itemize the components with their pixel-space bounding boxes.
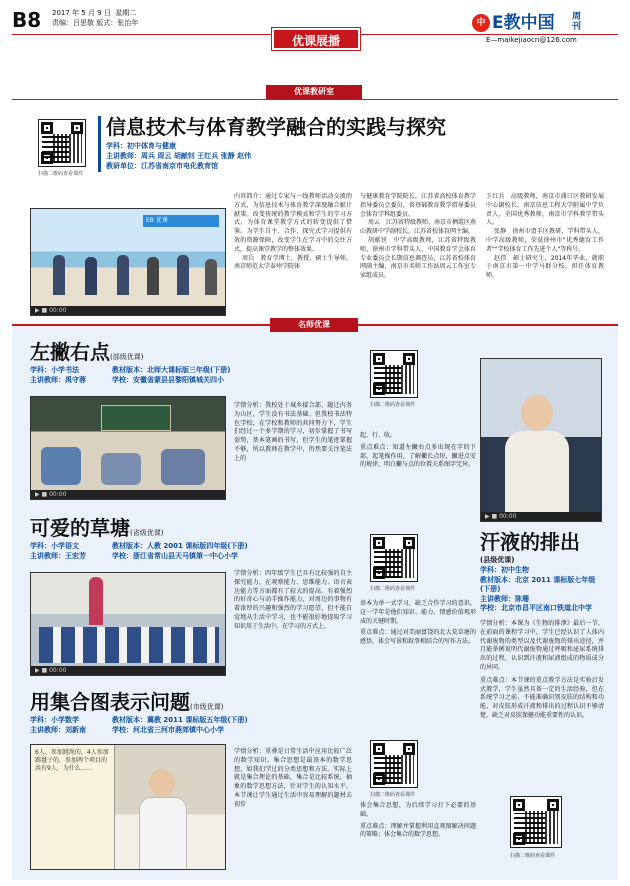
lesson4-qr-caption: 扫描二维码查看课件 xyxy=(510,853,556,859)
lesson1-teacher: 主讲教师：禹守蓉 xyxy=(30,376,86,384)
section-banner: 优课展播 xyxy=(272,28,360,50)
blackboard xyxy=(101,405,171,431)
lesson4-title: 汗液的排出 xyxy=(480,530,580,554)
lesson3-qr-caption: 扫描二维码查看课件 xyxy=(370,792,416,798)
lesson3-school: 学校：河北省三河市燕郊镇中心小学 xyxy=(112,726,224,734)
slide-board: 6人、参加跳绳的，4人参加踢毽子的，参加两个项目的共有9人，为什么…… xyxy=(31,745,115,870)
person-figure xyxy=(177,255,189,295)
research-lecturers: 主讲教师：周兵 周云 胡献钊 王红兵 张静 赵伟 xyxy=(106,152,252,160)
research-col2: 与健康教育学院院长，江苏省高校体育教学指导委员会委员，省基础教育教学指导委员会体育学科组委员。 周云 江苏省特级教师，南京市栖霞区燕山教研中学副校长，江苏省校体育网主编。 胡献钊 中学高级教师，江苏省特级教师，徐州市学科带头人，中国教育学会体育专业委员会长期信息调查员，江苏省校体育网副主编，南京市名师工作站周云工作室专家组成员。 xyxy=(360,193,477,280)
lesson3-col1: 学情分析：重叠是日常生活中应用比较广泛的数学知识。集合思想是最基本的数学思想，如我们学过的分类思想和方法。实际上就是集合理论的基础，集合是比较系统、抽象的数学思想方法，针对学生的认知水平，本节课让学生通过生活中容易理解的题材去初步 xyxy=(234,748,352,808)
teacher-figure xyxy=(505,431,569,515)
lesson2-school: 学校：浙江省常山县天马镇第一中心小学 xyxy=(112,552,238,560)
lesson3-title: 用集合图表示问题(市级优课) xyxy=(30,690,224,714)
lesson3-subject: 学科：小学数学 xyxy=(30,716,79,724)
video-control-bar[interactable]: ▶ ■ 00:00 xyxy=(31,666,225,675)
video-control-bar[interactable]: ▶ ■ 00:00 xyxy=(31,306,225,315)
students-row xyxy=(39,627,219,663)
video-logo-badge: EB 优课 xyxy=(143,215,219,227)
lesson1-qr-code[interactable] xyxy=(370,350,418,398)
research-qr-caption: 扫描二维码查看课件 xyxy=(38,171,84,177)
lesson2-col1: 学情分析：四年级学生已具有比较强的自主探究能力，在观察能力、思维能力、语言表达能力等方面都有了较大的提高。有着强烈的好奇心与动手操作能力，对周边的事物有着浓厚的兴趣和强烈的学习愿望，但不能自觉地从生活中学习，也不能很好地提取学习知识用于生活中。在学习的方式上， xyxy=(234,570,352,630)
lesson4-qr-code[interactable] xyxy=(510,796,562,848)
teacher-face xyxy=(149,769,175,797)
lesson2-subject: 学科：小学语文 xyxy=(30,542,79,550)
research-rule xyxy=(12,99,618,100)
title-accent-bar xyxy=(98,116,101,172)
logo-icon: 中 xyxy=(472,14,490,32)
lesson3-col2: 体会集合思想，为后续学习打下必要的基础。 重点难点：理解并掌握利用直观图解决问题的策略；体会集合的数学思想。 xyxy=(360,802,476,839)
lesson4-body: 学情分析：本课为《生物的排泄》最后一节，在前面的课程学习中，学生已经认识了人体内代谢废物的类型以及代谢废物的排出途径，并且能举例说明代谢废物通过呼吸和泌尿系统排出的过程，认识到汗液和尿液组成的物质成分的异同。 重点难点：本节课的重点教学方法是实验启发式教学，学生虽然具备一定的生活经验，但在系统学习之前，不能准确识别皮肤的结构和功能，对皮肤形成汗液和排出的过程认识不够清楚，缺乏对皮肤保健功能重要性的认识。 xyxy=(480,620,604,719)
research-video-still[interactable] xyxy=(30,208,226,316)
research-col1: 内容简介：通过专家与一线教师活动交流的方式，为信息技术与体育教学深度融合献计献策。改变传统的教学模式和学生的学习方式，为体育课堂教学方式的转变提供了借鉴。为学生自主、合作、探究式学习提供有效的资源保障，改变学生在学习中的交往方式，提高课堂教学的整体效果。 周兵 教育学博士，教授，硕士生导师，南京师范大学泰州学院体 xyxy=(234,193,352,271)
logo-side: 周刊 xyxy=(572,12,582,32)
lesson1-col2: 起、行、收。 重点难点：知道左撇右点多出现在字的下部，起笔操作用，了解撇长点短，撇进点安的规律，明白撇与点的位置关系图字完异。 xyxy=(360,432,476,469)
video-control-bar[interactable]: ▶ ■ 00:00 xyxy=(31,490,225,499)
lesson1-qr-caption: 扫描二维码查看课件 xyxy=(370,402,416,408)
research-qr-code[interactable] xyxy=(38,119,86,167)
lesson2-title: 可爱的草塘(省级优课) xyxy=(30,516,164,540)
logo-text: E教中国 xyxy=(492,13,555,33)
issue-date: 2017 年 5 月 9 日 星期二 xyxy=(52,9,137,17)
person-figure xyxy=(117,255,129,295)
email-line: E—maikejiaocn@126.com xyxy=(486,36,577,44)
lesson2-col2: 基本为单一式学习，缺乏合作学习的意识，这一学年是他们知识、能力、情感价值观形成的关键时期。 重点难点：通过对美丽富饶的北大荒草塘的感悟，体会写景和叙事相结合的写作方法。 xyxy=(360,600,476,646)
teacher-figure xyxy=(139,797,187,870)
lesson4-meta: 学科：初中生物 教材版本：北京 2011 课标版七年级(下册) 主讲教师：陈珊 学校：北京市昌平区南口铁道北中学 xyxy=(480,566,596,613)
student-figure xyxy=(41,447,81,485)
lesson2-version: 教材版本：人教 2001 课标版四年级(下册) xyxy=(112,542,248,550)
teacher-figure xyxy=(89,577,103,625)
lesson3-version: 教材版本：冀教 2011 课标版五年级(下册) xyxy=(112,716,248,724)
person-figure xyxy=(205,259,217,295)
lesson1-col1: 学情分析：我校处于城乡接合部，随迁内务为山区，学生没有书法基础。但我校书法特色学校，在学校和教师的共同努力下，学生们经过一个多学期的学习，初步掌握了书写姿势，基本笔画的书写，但学生的笔迹掌握不够，所以教师在教学中，仍然要关注笔法上的 xyxy=(234,402,352,462)
lesson3-qr-code[interactable] xyxy=(370,740,418,788)
research-title: 信息技术与体育教学融合的实践与探究 xyxy=(106,115,446,139)
lesson2-teacher: 主讲教师：王宏芳 xyxy=(30,552,86,560)
lesson2-qr-code[interactable] xyxy=(370,534,418,582)
person-figure xyxy=(53,255,65,295)
research-col3: 王红兵 高级教师，南京市浦口区教研发展中心副校长，南京信息工程大学附属中学负责人，全国优秀教师，南京市学科教学带头人。 张静 徐州市贾手区教研，学科带头人，中学高级教师，荣获徐州市"优秀德育工作者""学校体育工作先进个人"等称号。 赵伟 硕士研究生，2014年毕业，就职于南京市第一中学马群分校，担任体育教师。 xyxy=(486,193,604,280)
lesson3-teacher: 主讲教师：刘新南 xyxy=(30,726,86,734)
teacher-face xyxy=(521,395,553,431)
lesson1-school: 学校：安徽省蒙县县黎阳镇城关四小 xyxy=(112,376,224,384)
student-figure xyxy=(101,453,141,485)
editors-line: 责编：吕思敬 版式：张治年 xyxy=(52,19,139,27)
lesson1-version: 教材版本：北师大课标版三年级(下册) xyxy=(112,366,231,374)
teachers-tag: 名师优课 xyxy=(270,318,358,332)
research-subject: 学科：初中体育与健康 xyxy=(106,142,176,150)
video-control-bar[interactable]: ▶ ■ 00:00 xyxy=(481,512,601,521)
lesson3-video-still[interactable] xyxy=(30,744,226,870)
lesson4-level: (县级优课) xyxy=(480,556,515,564)
lesson1-video-still[interactable] xyxy=(30,396,226,500)
student-figure xyxy=(161,449,205,485)
page-number: B8 xyxy=(12,8,42,32)
research-unit: 教研单位：江苏省南京市电化教育馆 xyxy=(106,162,218,170)
research-tag: 优课教研室 xyxy=(266,85,362,99)
lesson1-subject: 学科：小学书法 xyxy=(30,366,79,374)
person-figure xyxy=(147,257,159,295)
lesson2-video-still[interactable] xyxy=(30,572,226,676)
person-figure xyxy=(85,257,97,295)
lesson1-title: 左撇右点(部级优课) xyxy=(30,340,144,364)
lesson4-video-still[interactable] xyxy=(480,358,602,522)
lesson2-qr-caption: 扫描二维码查看课件 xyxy=(370,586,416,592)
